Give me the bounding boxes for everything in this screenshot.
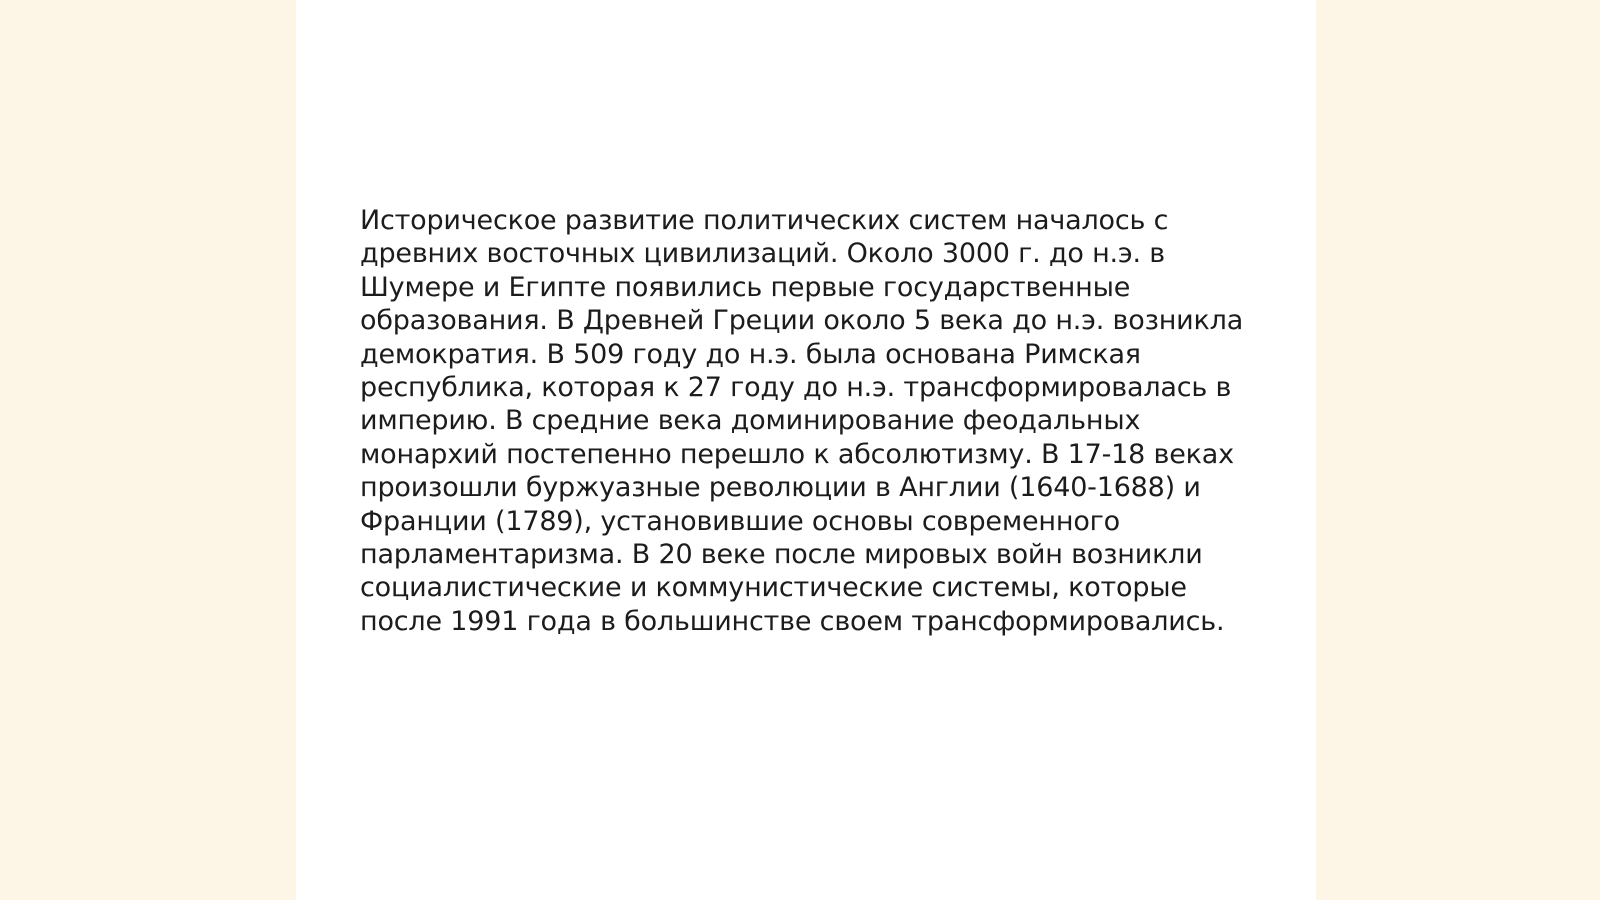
paragraph-line: произошли буржуазные революции в Англии (1640-1688) и [360, 472, 1201, 504]
paragraph-line: древних восточных цивилизаций. Около 3000 г. до н.э. в [360, 238, 1166, 270]
paragraph-line: империю. В средние века доминирование феодальных [360, 405, 1141, 437]
paragraph-line: после 1991 года в большинстве своем трансформировались. [360, 605, 1225, 637]
body-paragraph [360, 204, 1260, 638]
paragraph-line: социалистические и коммунистические системы, которые [360, 572, 1187, 604]
paragraph-line: Шумере и Египте появились первые государственные [360, 271, 1131, 303]
paragraph-line: парламентаризма. В 20 веке после мировых войн возникли [360, 539, 1203, 571]
paragraph-line: Франции (1789), установившие основы современного [360, 505, 1120, 537]
paragraph-line: монархий постепенно перешло к абсолютизму. В 17-18 веках [360, 438, 1234, 470]
paragraph-line: демократия. В 509 году до н.э. была основана Римская [360, 338, 1141, 370]
paragraph-line: республика, которая к 27 году до н.э. трансформировалась в [360, 372, 1232, 404]
document-page [296, 0, 1316, 900]
paragraph-line: образования. В Древней Греции около 5 века до н.э. возникла [360, 305, 1244, 337]
paragraph-line: Историческое развитие политических систем началось с [360, 205, 1169, 236]
